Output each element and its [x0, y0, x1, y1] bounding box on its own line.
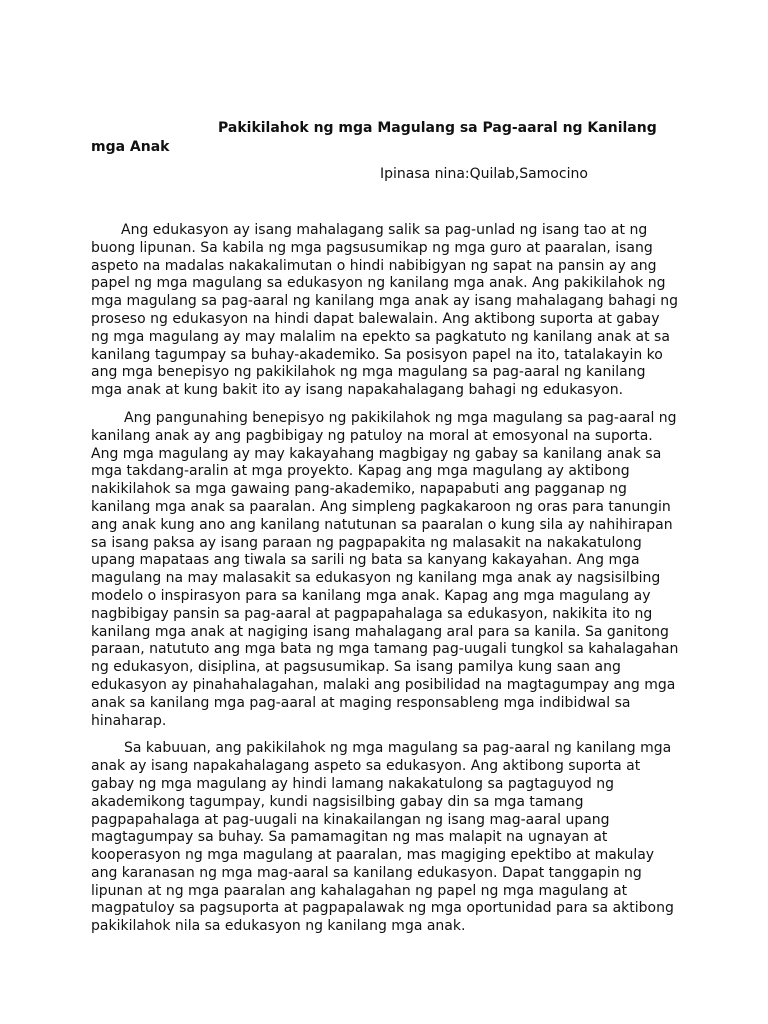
document-body — [91, 222, 679, 946]
paragraph-conclusion: Sa kabuuan, ang pakikilahok ng mga magulang sa pag-aaral ng kanilang mga anak ay isang napakahalagang aspeto sa edukasyon. Ang aktibong suporta at gabay ng mga magulang ay hindi lamang nakakatulong sa pagtaguyod ng akademikong tagumpay, kundi nagsisilbing gabay din sa mga tamang pagpapahalaga at pag-uugali na kinakailangan ng isang mag-aaral upang magtagumpay sa buhay. Sa pamamagitan ng mas malapit na ugnayan at kooperasyon ng mga magulang at paaralan, mas magiging epektibo at makulay ang karanasan ng mga mag-aaral sa kanilang edukasyon. Dapat tanggapin ng lipunan at ng mga paaralan ang kahalagahan ng papel ng mga magulang at magpatuloy sa pagsuporta at pagpapalawak ng mga oportunidad para sa aktibong pakikilahok nila sa edukasyon ng kanilang mga anak. — [91, 740, 674, 935]
paragraph-benefits: Ang pangunahing benepisyo ng pakikilahok ng mga magulang sa pag-aaral ng kanilang anak ay ang pagbibigay ng patuloy na moral at emosyonal na suporta. Ang mga magulang ay may kakayahang magbigay ng gabay sa kanilang anak sa mga takdang-aralin at mga proyekto. Kapag ang mga magulang ay aktibong nakikilahok sa mga gawaing pang-akademiko, napapabuti ang pagganap ng kanilang mga anak sa paaralan. Ang simpleng pagkakaroon ng oras para tanungin ang anak kung ano ang kanilang natutunan sa paaralan o kung sila ay nahihirapan sa isang paksa ay isang paraan ng pagpapakita ng malasakit na nakakatulong upang mapataas ang tiwala sa sarili ng bata sa kanyang kakayahan. Ang mga magulang na may malasakit sa edukasyon ng kanilang mga anak ay nagsisilbing modelo o inspirasyon para sa kanilang mga anak. Kapag ang mga magulang ay nagbibigay pansin sa pag-aaral at pagpapahalaga sa edukasyon, nakikita ito ng kanilang mga anak at nagiging isang mahalagang aral para sa kanila. Sa ganitong paraan, natututo ang mga bata ng mga tamang pag-uugali tungkol sa kahalagahan ng edukasyon, disiplina, at pagsusumikap. Sa isang pamilya kung saan ang edukasyon ay pinahahalagahan, malaki ang posibilidad na magtagumpay ang mga anak sa kanilang mga pag-aaral at maging responsableng mga indibidwal sa hinaharap. — [91, 409, 679, 729]
paragraph-introduction: Ang edukasyon ay isang mahalagang salik sa pag-unlad ng isang tao at ng buong lipunan. Sa kabila ng mga pagsusumikap ng mga guro at paaralan, isang aspeto na madalas nakakalimutan o hindi nabibigyan ng sapat na pansin ay ang papel ng mga magulang sa edukasyon ng kanilang mga anak. Ang pakikilahok ng mga magulang sa pag-aaral ng kanilang mga anak ay isang mahalagang bahagi ng proseso ng edukasyon na hindi dapat balewalain. Ang aktibong suporta at gabay ng mga magulang ay may malalim na epekto sa pagkatuto ng kanilang anak at sa kanilang tagumpay sa buhay-akademiko. Sa posisyon papel na ito, tatalakayin ko ang mga benepisyo ng pakikilahok ng mga magulang sa pag-aaral ng kanilang mga anak at kung bakit ito ay isang napakahalagang bahagi ng edukasyon. — [91, 222, 679, 399]
document-title: Pakikilahok ng mga Magulang sa Pag-aaral ng Kanilang mga Anak — [91, 120, 657, 155]
authors-line: Ipinasa nina:Quilab,Samocino — [380, 166, 588, 182]
